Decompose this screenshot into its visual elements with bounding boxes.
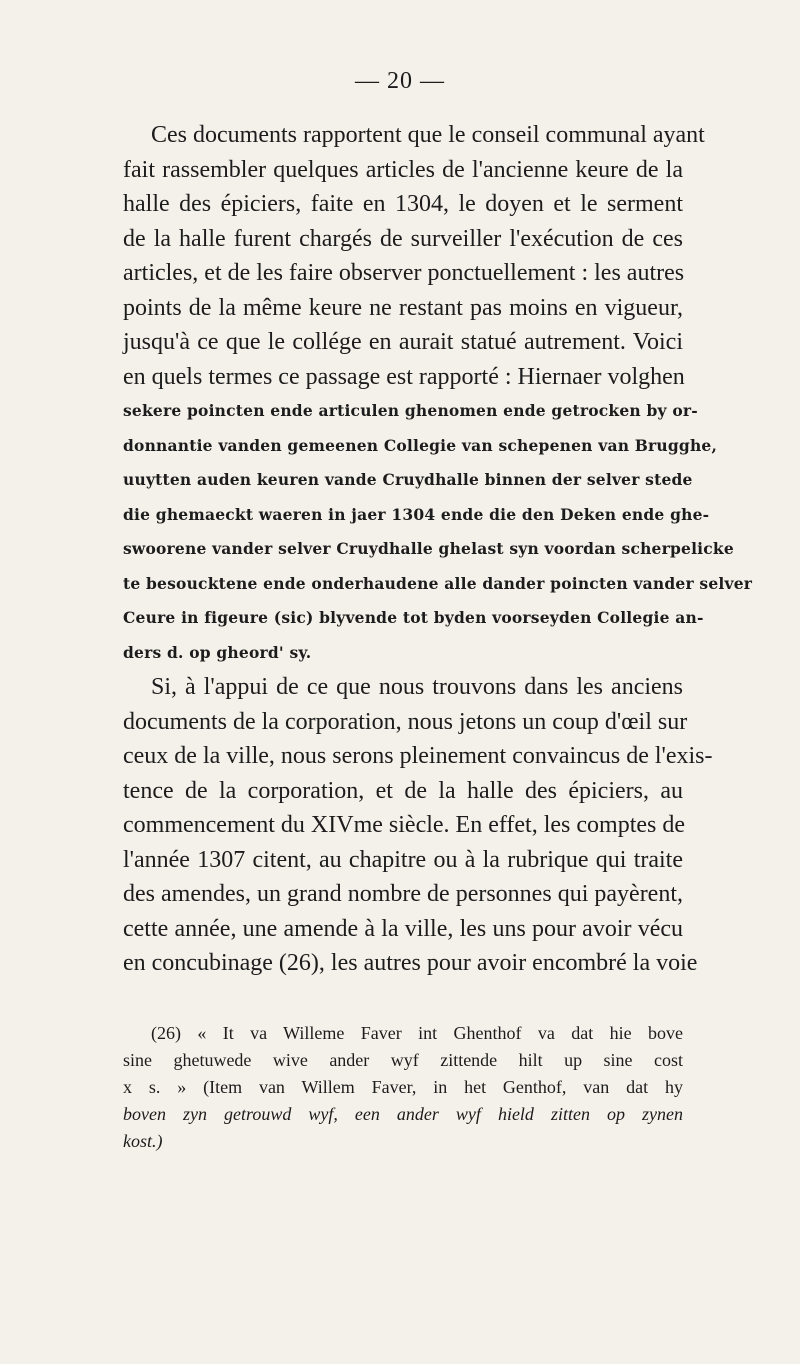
- footnote-line: sine ghetuwede wive ander wyf zittende hilt up sine cost: [123, 1050, 683, 1070]
- text-line: ceux de la ville, nous serons pleinement convaincus de l'exis-: [123, 743, 713, 769]
- text-line: commencement du XIVme siècle. En effet, les comptes de: [123, 812, 686, 838]
- text-line: fait rassembler quelques articles de l'ancienne keure de la: [123, 156, 683, 183]
- text-line: Ces documents rapportent que le conseil communal ayant: [151, 122, 705, 148]
- quoted-flemish-line: sekere poincten ende articulen ghenomen ende getrocken by or-: [123, 401, 698, 420]
- text-line: jusqu'à ce que le collége en aurait statué autrement. Voici: [123, 329, 683, 355]
- footnote-line: (26) « It va Willeme Faver int Ghenthof va dat hie bove: [151, 1023, 683, 1043]
- quoted-flemish-line: te besoucktene ende onderhaudene alle dander poincten vander selver: [123, 573, 753, 593]
- quoted-flemish-line: donnantie vanden gemeenen Collegie van schepenen van Brugghe,: [123, 435, 718, 455]
- footnote-line: boven zyn getrouwd wyf, een ander wyf hield zitten op zynen: [123, 1104, 683, 1124]
- quoted-flemish-line: die ghemaeckt waeren in jaer 1304 ende die den Deken ende ghe-: [123, 504, 710, 524]
- text-line: des amendes, un grand nombre de personnes qui payèrent,: [123, 881, 683, 907]
- footnote-line: x s. » (Item van Willem Faver, in het Genthof, van dat hy: [123, 1077, 683, 1097]
- text-line: cette année, une amende à la ville, les uns pour avoir vécu: [123, 915, 683, 942]
- quoted-flemish-line: swoorene vander selver Cruydhalle ghelast syn voordan scherpelicke: [123, 539, 734, 558]
- quoted-flemish-line: ders d. op gheord' sy.: [123, 642, 312, 662]
- text-line: tence de la corporation, et de la halle des épiciers, au: [123, 777, 683, 804]
- text-line: halle des épiciers, faite en 1304, le doyen et le serment: [123, 191, 683, 217]
- text-line: Si, à l'appui de ce que nous trouvons dans les anciens: [151, 674, 683, 700]
- page-number: — 20 —: [355, 68, 445, 94]
- quoted-flemish-line: Ceure in figeure (sic) blyvende tot byden voorseyden Collegie an-: [123, 608, 704, 627]
- text-line: articles, et de les faire observer ponctuellement : les autres: [123, 260, 685, 286]
- text-line: de la halle furent chargés de surveiller l'exécution de ces: [123, 225, 683, 252]
- text-line: documents de la corporation, nous jetons un coup d'œil sur: [123, 708, 688, 735]
- main-text: [123, 118, 753, 981]
- quoted-flemish-line: uuytten auden keuren vande Cruydhalle binnen der selver stede: [123, 470, 693, 489]
- footnote-line: kost.): [123, 1131, 163, 1151]
- text-line: en quels termes ce passage est rapporté : Hiernaer volghen: [123, 363, 685, 390]
- footnote: [123, 1020, 683, 1155]
- text-line: en concubinage (26), les autres pour avoir encombré la voie: [123, 950, 698, 976]
- text-line: points de la même keure ne restant pas moins en vigueur,: [123, 294, 683, 321]
- text-line: l'année 1307 citent, au chapitre ou à la rubrique qui traite: [123, 846, 683, 873]
